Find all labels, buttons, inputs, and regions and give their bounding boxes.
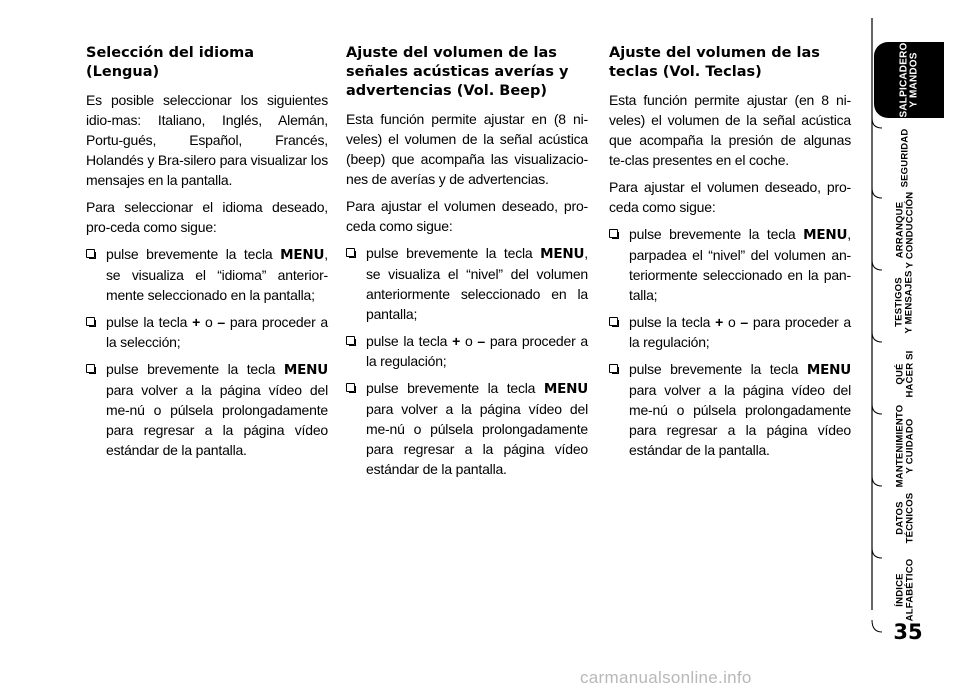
- tab-seguridad[interactable]: SEGURIDAD: [899, 128, 910, 188]
- section-intro: Es posible seleccionar los siguientes idio-mas: Italiano, Inglés, Alemán, Portu-gués, Español, Francés, Holandés y Bra-silero para visualizar los mensajes en la pantalla.: [86, 92, 328, 188]
- menu-key-label: MENU: [283, 362, 328, 378]
- section-heading: Ajuste del volumen de las teclas (Vol. Teclas): [609, 45, 820, 80]
- plus-key-label: +: [192, 314, 201, 330]
- checkbox-bullet-icon: [86, 317, 95, 326]
- step-list: [346, 243, 588, 479]
- tab-testigos[interactable]: TESTIGOS Y MENSAJES: [893, 270, 915, 334]
- checkbox-bullet-icon: [346, 248, 355, 257]
- tab-datos-tecnicos[interactable]: DATOS TÉCNICOS: [894, 492, 915, 544]
- checkbox-bullet-icon: [609, 229, 618, 238]
- checkbox-bullet-icon: [609, 364, 618, 373]
- step-item: pulse brevemente la tecla MENU, parpadea el “nivel” del volumen an-teriormente seleccionado en la pan-talla;: [609, 224, 851, 305]
- step-item: pulse la tecla + o – para proceder a la regulación;: [609, 312, 851, 352]
- plus-key-label: +: [715, 314, 724, 330]
- section-intro: Esta función permite ajustar en (8 ni-veles) el volumen de la señal acústica (beep) que acompaña las visualizacio-nes de averías y de advertencias.: [346, 111, 588, 187]
- menu-key-label: MENU: [806, 362, 851, 378]
- menu-key-label: MENU: [540, 246, 585, 262]
- checkbox-bullet-icon: [86, 364, 95, 373]
- tab-mantenimiento[interactable]: MANTENIMIENTO Y CUIDADO: [894, 404, 915, 488]
- step-list: [86, 244, 328, 460]
- minus-key-label: –: [740, 314, 748, 330]
- step-item: pulse brevemente la tecla MENU para volver a la página vídeo del me-nú o púlsela prolongadamente para regresar a la página vídeo estándar de la pantalla.: [609, 359, 851, 460]
- menu-key-label: MENU: [803, 227, 848, 243]
- minus-key-label: –: [477, 333, 485, 349]
- step-item: pulse la tecla + o – para proceder a la regulación;: [346, 331, 588, 371]
- step-item: pulse brevemente la tecla MENU para volver a la página vídeo del me-nú o púlsela prolongadamente para regresar a la página vídeo estándar de la pantalla.: [86, 359, 328, 460]
- step-list: [609, 224, 851, 460]
- minus-key-label: –: [217, 314, 225, 330]
- step-item: pulse brevemente la tecla MENU, se visualiza el “nivel” del volumen anteriormente seleccionado en la pantalla;: [346, 243, 588, 324]
- page-number: 35: [893, 620, 923, 644]
- step-item: pulse brevemente la tecla MENU para volver a la página vídeo del me-nú o púlsela prolongadamente para regresar a la página vídeo estándar de la pantalla.: [346, 378, 588, 479]
- step-item: pulse brevemente la tecla MENU, se visualiza el “idioma” anterior-mente seleccionado en la pantalla;: [86, 244, 328, 305]
- section-heading: Ajuste del volumen de las señales acústicas averías y advertencias (Vol. Beep): [346, 45, 569, 99]
- section-intro: Esta función permite ajustar (en 8 ni-veles) el volumen de la señal acústica que acompaña la presión de algunas te-clas presentes en el coche.: [609, 92, 851, 168]
- plus-key-label: +: [452, 333, 461, 349]
- checkbox-bullet-icon: [86, 249, 95, 258]
- column-1: [86, 40, 328, 467]
- tab-arranque[interactable]: ARRANQUE Y CONDUCCIÓN: [894, 191, 915, 269]
- tab-indice-alfabetico[interactable]: ÍNDICE ALFABÉTICO: [893, 558, 915, 622]
- tab-salpicadero[interactable]: SALPICADERO Y MANDOS: [874, 42, 944, 118]
- menu-key-label: MENU: [280, 247, 325, 263]
- tab-que-hacer-si[interactable]: QUÉ HACER SI: [894, 350, 915, 398]
- column-3: [609, 40, 851, 467]
- section-intro-2: Para ajustar el volumen deseado, pro-ceda como sigue:: [346, 198, 588, 234]
- column-2: [346, 40, 588, 486]
- menu-key-label: MENU: [543, 381, 588, 397]
- chapter-index-sidebar: [868, 0, 960, 692]
- watermark: carmanualsonline.info: [580, 668, 752, 687]
- step-item: pulse la tecla + o – para proceder a la selección;: [86, 312, 328, 352]
- section-intro-2: Para seleccionar el idioma deseado, pro-ceda como sigue:: [86, 199, 328, 235]
- section-intro-2: Para ajustar el volumen deseado, pro-ceda como sigue:: [609, 179, 851, 215]
- checkbox-bullet-icon: [609, 317, 618, 326]
- checkbox-bullet-icon: [346, 383, 355, 392]
- section-heading: Selección del idioma (Lengua): [86, 45, 254, 80]
- checkbox-bullet-icon: [346, 336, 355, 345]
